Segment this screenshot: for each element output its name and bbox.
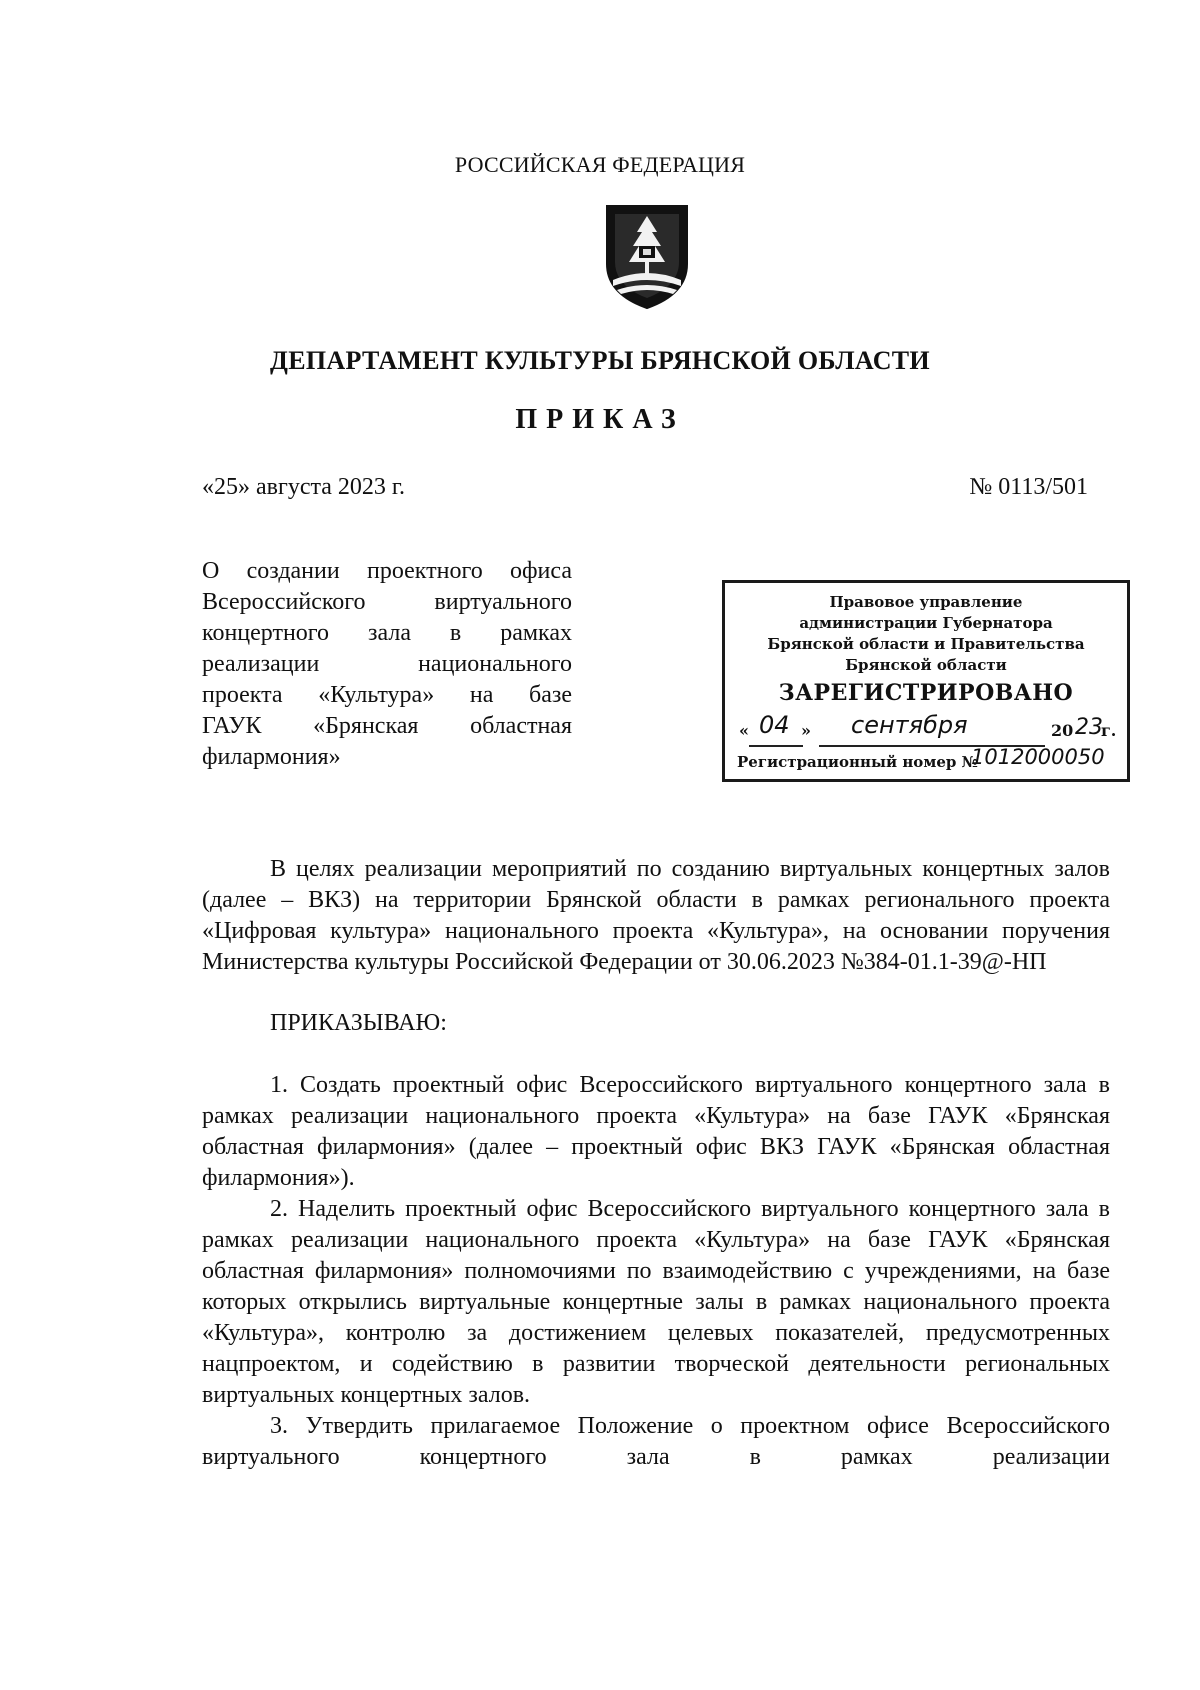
subject-line: реализации национального: [202, 651, 572, 677]
subject-line: концертного зала в рамках: [202, 620, 572, 646]
coat-of-arms-icon: [603, 202, 691, 312]
subject-line: О создании проектного офиса: [202, 558, 572, 584]
subject-line: Всероссийского виртуального: [202, 589, 572, 615]
preamble-text: В целях реализации мероприятий по созданию виртуальных концертных залов (далее – ВКЗ) на территории Брянской области в рамках регионального проекта «Цифровая культура» национального проекта «Культура», на основании поручения Министерства культуры Российской Федерации от 30.06.2023 №384-01.1-39@-НП: [202, 856, 1110, 975]
stamp-year-suffix: г.: [1101, 721, 1117, 740]
stamp-open-quote: «: [739, 721, 749, 740]
stamp-year: 23: [1075, 715, 1103, 740]
stamp-line: Правовое управление: [829, 593, 1023, 611]
order-word: ПРИКАЗЫВАЮ:: [270, 1010, 447, 1036]
stamp-year-prefix: 20: [1051, 721, 1074, 740]
order-item-2: 2. Наделить проектный офис Всероссийского виртуального концертного зала в рамках реализации национального проекта «Культура» на базе ГАУК «Брянская областная филармония» полномочиями по взаимодействию с учреждениями, на базе которых открылись виртуальные концертные залы в рамках национального проекта «Культура», контролю за достижением целевых показателей, предусмотренных нацпроектом, и содействию в развитии творческой деятельности региональных виртуальных концертных залов.: [202, 1196, 1110, 1408]
order-items: [202, 1070, 1110, 1473]
preamble: [202, 854, 1110, 978]
order-item-3: 3. Утвердить прилагаемое Положение о проектном офисе Всероссийского виртуального концертного зала в рамках реализации: [202, 1413, 1110, 1470]
subject-line: проекта «Культура» на базе: [202, 682, 572, 708]
stamp-month: сентября: [851, 711, 968, 739]
stamp-line: администрации Губернатора: [799, 614, 1053, 632]
order-date: «25» августа 2023 г.: [202, 474, 406, 500]
order-number: № 0113/501: [969, 474, 1088, 500]
stamp-registered: ЗАРЕГИСТРИРОВАНО: [778, 680, 1074, 706]
stamp-date-line: [739, 711, 1119, 747]
stamp-underline: [749, 745, 803, 747]
stamp-reg-number: 1012000050: [971, 745, 1105, 769]
document-type-title: ПРИКАЗ: [515, 404, 685, 435]
stamp-line: Брянской области и Правительства: [767, 635, 1085, 653]
stamp-reg-label: Регистрационный номер №: [737, 753, 978, 771]
order-subject: [202, 556, 572, 773]
stamp-day: 04: [759, 711, 790, 739]
subject-line: ГАУК «Брянская областная: [202, 713, 572, 739]
registration-stamp: [722, 580, 1130, 782]
country-title: РОССИЙСКАЯ ФЕДЕРАЦИЯ: [454, 152, 746, 177]
subject-line: филармония»: [202, 744, 341, 770]
stamp-line: Брянской области: [845, 656, 1007, 674]
order-item-1: 1. Создать проектный офис Всероссийского виртуального концертного зала в рамках реализации национального проекта «Культура» на базе ГАУК «Брянская областная филармония» (далее – проектный офис ВКЗ ГАУК «Брянская областная филармония»).: [202, 1072, 1110, 1191]
department-title: ДЕПАРТАМЕНТ КУЛЬТУРЫ БРЯНСКОЙ ОБЛАСТИ: [270, 346, 930, 375]
stamp-close-quote: »: [801, 721, 811, 740]
